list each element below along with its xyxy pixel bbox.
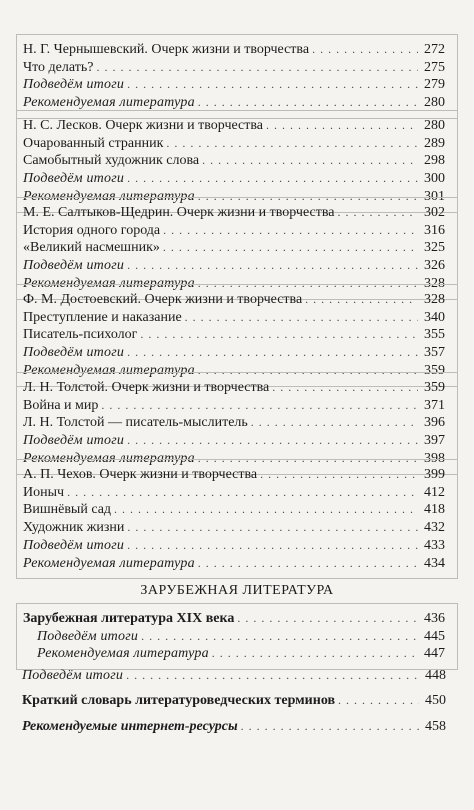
- entry-page: 280: [424, 95, 445, 111]
- entry-page: 359: [424, 380, 445, 395]
- entry-title: Л. Н. Толстой. Очерк жизни и творчества: [23, 380, 270, 395]
- entry-title: Очарованный странник: [23, 135, 164, 151]
- toc-entry[interactable]: [23, 204, 445, 222]
- leader-dots: [140, 326, 418, 343]
- entry-page: 326: [424, 258, 445, 274]
- entry-title: Рекомендуемая литература: [23, 555, 195, 571]
- toc-entry[interactable]: [23, 414, 445, 432]
- toc-entry[interactable]: [23, 397, 445, 415]
- entry-page: 397: [424, 433, 445, 449]
- entry-page: 301: [424, 188, 445, 204]
- entry-page: 300: [424, 171, 445, 187]
- entry-title: Рекомендуемая литература: [23, 450, 195, 466]
- leader-dots: [185, 309, 418, 326]
- entry-title: Художник жизни: [23, 520, 125, 536]
- entry-title: Ионыч: [23, 484, 65, 500]
- toc-entry[interactable]: [23, 645, 445, 663]
- toc-entry[interactable]: [23, 432, 445, 450]
- toc-entry[interactable]: [23, 135, 445, 153]
- toc-final-entry: [16, 667, 458, 685]
- entry-page: 458: [425, 719, 446, 734]
- toc-final-entry: [16, 692, 458, 710]
- leader-dots: [163, 239, 418, 256]
- entry-title: Рекомендуемая литература: [23, 275, 195, 291]
- leader-dots: [127, 519, 418, 536]
- leader-dots: [251, 414, 418, 431]
- entry-title: Рекомендуемая литература: [37, 646, 209, 662]
- toc-entry[interactable]: [23, 152, 445, 170]
- toc-entry[interactable]: [23, 326, 445, 344]
- toc-entry[interactable]: [23, 222, 445, 240]
- leader-dots: [166, 135, 418, 152]
- entry-title: Подведём итоги: [23, 258, 125, 274]
- entry-title: Война и мир: [23, 397, 99, 413]
- entry-title: «Великий насмешник»: [23, 240, 160, 256]
- entry-page: 279: [424, 77, 445, 93]
- entry-page: 357: [424, 345, 445, 361]
- toc-entry[interactable]: [23, 309, 445, 327]
- toc-section-chernyshevsky: [16, 34, 458, 119]
- entry-page: 399: [424, 467, 445, 482]
- entry-page: 280: [424, 118, 445, 133]
- toc-section-chekhov: [16, 459, 458, 579]
- entry-page: 450: [425, 693, 446, 708]
- entry-page: 398: [424, 450, 445, 466]
- entry-page: 298: [424, 153, 445, 169]
- toc-entry[interactable]: [22, 718, 446, 736]
- leader-dots: [212, 645, 418, 662]
- entry-title: Преступление и наказание: [23, 309, 182, 325]
- entry-title: Рекомендуемая литература: [23, 188, 195, 204]
- entry-title: Подведём итоги: [23, 345, 125, 361]
- entry-page: 433: [424, 537, 445, 553]
- toc-entry[interactable]: [23, 257, 445, 275]
- entry-page: 412: [424, 484, 445, 500]
- toc-entry[interactable]: [23, 628, 445, 646]
- toc-final-entry: [16, 718, 458, 736]
- toc-entry[interactable]: [23, 344, 445, 362]
- entry-title: Рекомендуемая литература: [23, 362, 195, 378]
- toc-entry[interactable]: [23, 170, 445, 188]
- toc-entry[interactable]: [23, 379, 445, 397]
- entry-title: Подведём итоги: [23, 433, 125, 449]
- entry-title: Рекомендуемая литература: [23, 95, 195, 111]
- leader-dots: [127, 344, 418, 361]
- entry-title: А. П. Чехов. Очерк жизни и творчества: [23, 467, 258, 482]
- entry-page: 272: [424, 42, 445, 57]
- entry-page: 316: [424, 222, 445, 238]
- leader-dots: [141, 628, 418, 645]
- toc-entry[interactable]: [23, 501, 445, 519]
- leader-dots: [338, 204, 418, 221]
- entry-title: Н. С. Лесков. Очерк жизни и творчества: [23, 118, 264, 133]
- entry-page: 325: [424, 240, 445, 256]
- entry-title: Что делать?: [23, 59, 94, 75]
- leader-dots: [127, 537, 418, 554]
- entry-title: Краткий словарь литературоведческих терминов: [22, 693, 336, 708]
- toc-entry[interactable]: [23, 466, 445, 484]
- entry-title: Подведём итоги: [23, 171, 125, 187]
- entry-page: 371: [424, 397, 445, 413]
- leader-dots: [202, 152, 418, 169]
- entry-page: 396: [424, 415, 445, 431]
- toc-entry[interactable]: [23, 117, 445, 135]
- leader-dots: [237, 610, 418, 627]
- entry-title: Вишнёвый сад: [23, 502, 112, 518]
- entry-page: 434: [424, 555, 445, 571]
- toc-entry[interactable]: [23, 291, 445, 309]
- toc-entry[interactable]: [23, 519, 445, 537]
- leader-dots: [272, 379, 418, 396]
- entry-page: 432: [424, 520, 445, 536]
- leader-dots: [101, 397, 418, 414]
- entry-title: Н. Г. Чернышевский. Очерк жизни и творчества: [23, 42, 310, 57]
- entry-title: Ф. М. Достоевский. Очерк жизни и творчества: [23, 292, 303, 307]
- leader-dots: [266, 117, 418, 134]
- leader-dots: [241, 718, 419, 735]
- entry-title: М. Е. Салтыков-Щедрин. Очерк жизни и творчества: [23, 205, 335, 220]
- leader-dots: [127, 257, 418, 274]
- toc-section-foreign: [16, 603, 458, 670]
- entry-page: 289: [424, 135, 445, 151]
- leader-dots: [198, 555, 418, 572]
- entry-title: Подведём итоги: [22, 668, 124, 683]
- section-heading-foreign-literature: ЗАРУБЕЖНАЯ ЛИТЕРАТУРА: [140, 583, 334, 598]
- toc-entry[interactable]: [22, 667, 446, 685]
- leader-dots: [163, 222, 418, 239]
- leader-dots: [114, 501, 418, 518]
- toc-entry[interactable]: [23, 59, 445, 77]
- leader-dots: [198, 94, 418, 111]
- entry-title: Зарубежная литература XIX века: [23, 611, 235, 626]
- entry-title: История одного города: [23, 222, 161, 238]
- entry-page: 275: [424, 59, 445, 75]
- entry-title: Самобытный художник слова: [23, 153, 200, 169]
- entry-title: Писатель-психолог: [23, 327, 138, 343]
- toc-entry[interactable]: [23, 555, 445, 573]
- leader-dots: [305, 291, 418, 308]
- entry-page: 436: [424, 611, 445, 626]
- entry-page: 445: [424, 628, 445, 644]
- entry-title: Рекомендуемые интернет-ресурсы: [22, 719, 238, 734]
- leader-dots: [260, 466, 418, 483]
- toc-entry[interactable]: [23, 41, 445, 59]
- entry-page: 328: [424, 292, 445, 307]
- entry-page: 359: [424, 362, 445, 378]
- leader-dots: [127, 76, 418, 93]
- entry-page: 418: [424, 502, 445, 518]
- toc-entry[interactable]: [23, 239, 445, 257]
- entry-page: 328: [424, 275, 445, 291]
- entry-page: 302: [424, 205, 445, 220]
- leader-dots: [96, 59, 418, 76]
- leader-dots: [127, 170, 418, 187]
- entry-page: 448: [425, 668, 446, 683]
- toc-entry[interactable]: [23, 484, 445, 502]
- toc-entry[interactable]: [23, 537, 445, 555]
- toc-entry[interactable]: [23, 76, 445, 94]
- toc-entry[interactable]: [23, 610, 445, 628]
- leader-dots: [338, 692, 419, 709]
- toc-entry[interactable]: [22, 692, 446, 710]
- leader-dots: [67, 484, 418, 501]
- entry-page: 447: [424, 646, 445, 662]
- entry-title: Л. Н. Толстой — писатель-мыслитель: [23, 415, 248, 431]
- entry-title: Подведём итоги: [23, 537, 125, 553]
- entry-title: Подведём итоги: [37, 628, 139, 644]
- leader-dots: [126, 667, 419, 684]
- leader-dots: [312, 41, 418, 58]
- entry-page: 340: [424, 309, 445, 325]
- entry-title: Подведём итоги: [23, 77, 125, 93]
- leader-dots: [127, 432, 418, 449]
- entry-page: 355: [424, 327, 445, 343]
